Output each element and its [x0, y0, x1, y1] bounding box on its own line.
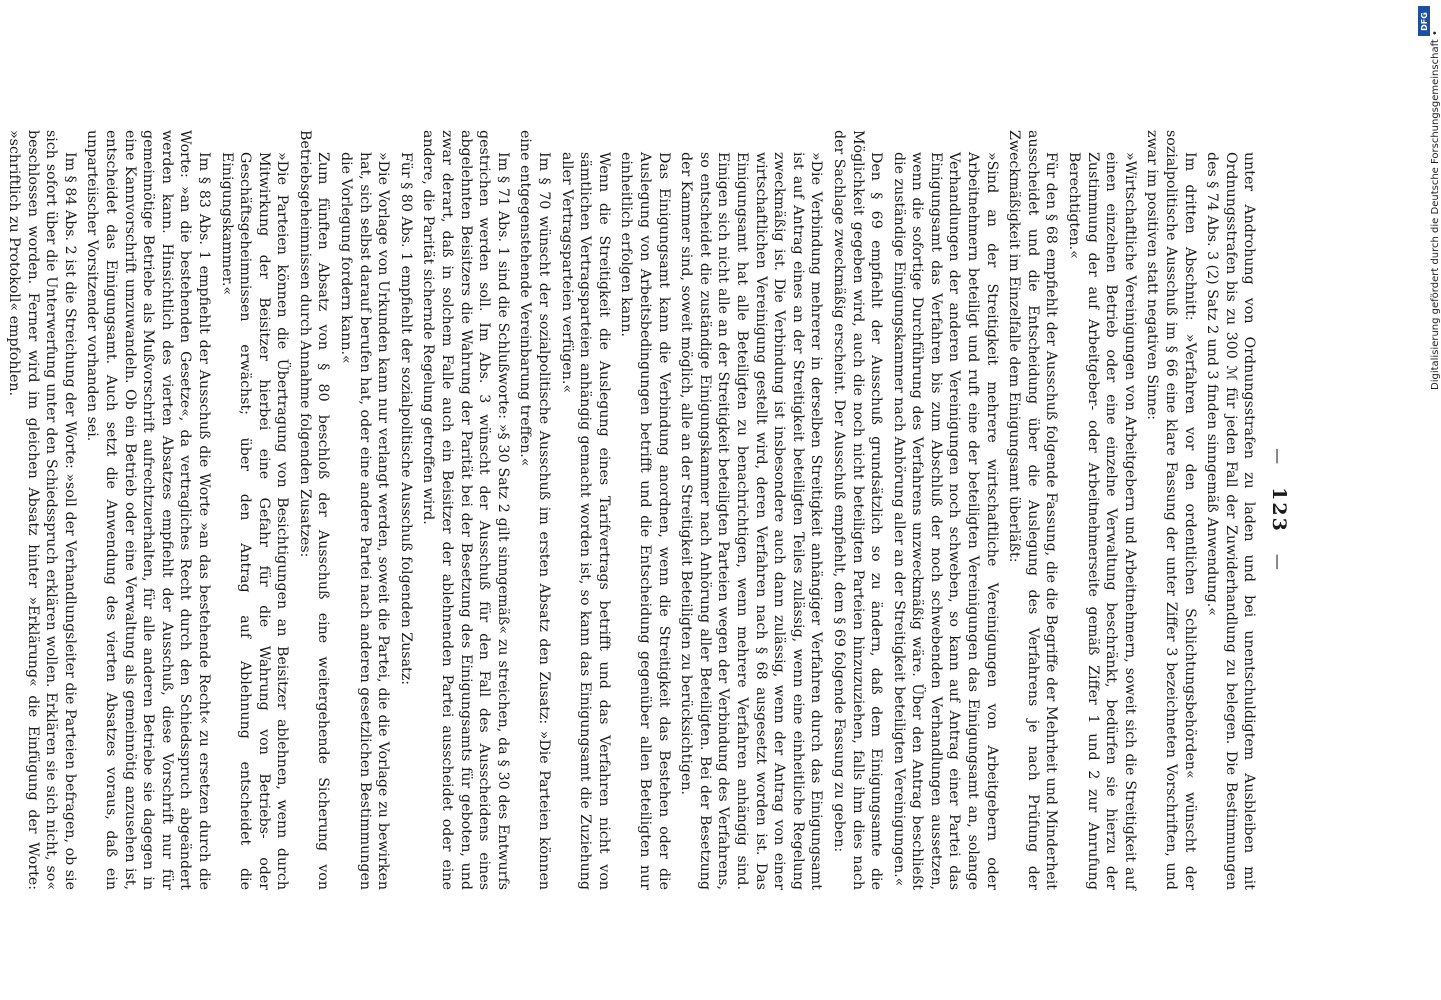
paragraph-12: Für § 80 Abs. 1 empfiehlt der sozialpolitische Ausschuß folgenden Zusatz:: [397, 152, 414, 686]
paragraph-17: Im § 84 Abs. 2 ist die Streichung der Worte: »soll der Verhandlungsleiter die Parteien befragen, ob sie sich sofort über die Unterwerfung unter den Schiedsspruch erklären wollen. Erklären sie sich nicht, so« beschlossen worden. Ferner wird im gleichen Absatz hinter »Erklärung« die Einfügung der Worte: »schriftlich zu Protokoll« empfohlen.: [6, 130, 78, 890]
paragraph-16: Im § 83 Abs. 1 empfiehlt der Ausschuß die Worte »an das bestehende Recht« zu ersetzen durch die Worte: »an die bestehenden Gesetze«, da vertragliches Recht durch den Schiedsspruch abgeändert werden kann. Hinsichtlich des vierten Absatzes empfiehlt der Ausschuß, diese Vorschrift nur für gemeinnötige Betriebe als Mußvorschrift aufrechtzuerhalten, für alle anderen Betriebe sie dagegen in eine Kannvorschrift umzuwandeln. Ob ein Betrieb oder eine Verwaltung als gemeinnötig anzusehen ist, entscheidet das Einigungsamt. Auch setzt die Anwendung des vierten Absatzes voraus, daß ein unparteiischer Vorsitzender vorhanden sei.: [84, 130, 212, 890]
header-dash-right: —: [1269, 553, 1288, 572]
page-number: 123: [1268, 487, 1290, 533]
paragraph-13: »Die Vorlage von Urkunden kann nur verlangt werden, soweit die Partei, die die Vorlage zu bewirken hat, sich selbst darauf berufen hat, oder eine andere Partei nach anderen gesetzlichen Bestimmungen die Vorlegung fordern kann.«: [338, 152, 392, 890]
paragraph-3: »Wirtschaftliche Vereinigungen von Arbeitgebern und Arbeitnehmern, soweit sich die Streitigkeit auf einen einzelnen Betrieb oder eine einzelne Verwaltung beschränkt, bedürfen sie hierzu der Zustimmung der auf Arbeitgeber- oder Arbeitnehmerseite gemäß Ziffer 1 und 2 zur Anrufung Berechtigten.«: [1066, 152, 1138, 890]
digitization-credit: [1416, 12, 1441, 992]
header-dash-left: —: [1269, 448, 1288, 467]
paragraph-14: Zum fünften Absatz von § 80 beschloß der Ausschuß eine weitergehende Sicherung von Betriebsgeheimnissen durch Annahme folgenden Zusatzes:: [296, 130, 332, 890]
credit-line: Digitalisierung gefördert durch die Deutsche Forschungsgemeinschaft •: [1430, 30, 1441, 390]
paragraph-4: Für den § 68 empfiehlt der Ausschuß folgende Fassung, die die Begriffe der Mehrheit und Minderheit ausscheidet und die Entscheidung über die Auslegung des Verfahrens je nach Prüfung der Zweckmäßigkeit im Einzelfalle dem Einigungsamt überläßt:: [1006, 130, 1060, 890]
paragraph-9: Wenn die Streitigkeit die Auslegung eines Tarifvertrags betrifft und das Verfahren nicht von sämtlichen Vertragsparteien anhängig gemacht worden ist, so kann das Einigungsamt die Zuziehung aller Vertragsparteien verfügen.«: [558, 152, 612, 890]
rotated-page-content: [6, 0, 1340, 1000]
paragraph-10: Im § 70 wünscht der sozialpolitische Ausschuß im ersten Absatz den Zusatz: »Die Parteien können eine entgegenstehende Vereinbarung treffen.«: [517, 130, 553, 890]
paragraph-5: »Sind an der Streitigkeit mehrere wirtschaftliche Vereinigungen von Arbeitgebern oder Arbeitnehmern beteiligt und ruft eine der beteiligten Vereinigungen das Einigungsamt an, solange Verhandlungen der anderen Vereinigungen noch schweben, so kann auf Antrag einer Partei das Einigungsamt das Verfahren bis zum Abschluß der noch schwebenden Verhandlungen aussetzen, wenn die sofortige Durchführung des Verfahrens unzweckmäßig wäre. Über den Antrag beschließt die zuständige Einigungskammer nach Anhörung aller an der Streitigkeit beteiligten Vereinigungen.«: [890, 152, 1000, 890]
paragraph-8: Das Einigungsamt kann die Verbindung anordnen, wenn die Streitigkeit das Bestehen oder die Auslegung von Arbeitsbedingungen betrifft und die Entscheidung gegenüber allen Beteiligten nur einheitlich erfolgen kann.: [618, 152, 672, 890]
dfg-logo-text: DFG: [1419, 11, 1429, 31]
paragraph-11: Im § 71 Abs. 1 sind die Schlußworte: »§ 30 Satz 2 gilt sinngemäß« zu streichen, da § 30 des Entwurfs gestrichen werden soll. Im Abs. 3 wünscht der Ausschuß für den Fall des Ausscheidens eines abgelehnten Beisitzers die Wahrung der Parität bei der Besetzung des Einigungsamts für geboten, und zwar derart, daß in solchem Falle auch ein Beisitzer der ablehnenden Partei ausscheidet oder eine andere, die Parität sichernde Regelung getroffen wird.: [420, 130, 511, 890]
paragraph-15: »Die Parteien können die Übertragung von Besichtigungen an Beisitzer ablehnen, wenn durch Mitwirkung der Beisitzer hierbei eine Gefahr für die Wahrung von Betriebs- oder Geschäftsgeheimnissen erwächst; über den Antrag auf Ablehnung entscheidet die Einigungskammer.«: [218, 152, 291, 890]
paragraph-7: »Die Verbindung mehrerer in derselben Streitigkeit anhängiger Verfahren durch das Einigungsamt ist auf Antrag eines an der Streitigkeit beteiligten Teiles zulässig, wenn eine einheitliche Regelung zweckmäßig ist. Die Verbindung ist insbesondere auch dann zulässig, wenn der Antrag von einer wirtschaftlichen Vereinigung gestellt wird, deren Verfahren nach § 68 ausgesetzt worden ist. Das Einigungsamt hat alle Beteiligten zu benachrichtigen, wenn mehrere Verfahren anhängig sind. Einigen sich nicht alle an der Streitigkeit beteiligten Parteien wegen der Verbindung des Verfahrens, so entscheidet die zuständige Einigungskammer nach Anhörung aller Beteiligten. Bei der Besetzung der Kammer sind, soweit möglich, alle an der Streitigkeit Beteiligten zu berücksichtigen.: [678, 152, 825, 890]
paragraph-6: Den § 69 empfiehlt der Ausschuß grundsätzlich so zu ändern, daß dem Einigungsamte die Möglichkeit gegeben wird, auch die noch nicht beteiligten Parteien hinzuzuziehen, falls ihm dies nach der Sachlage zweckmäßig erscheint. Der Ausschuß empfiehlt, dem § 69 folgende Fassung zu geben:: [830, 130, 885, 890]
page-header: [1268, 130, 1288, 890]
paragraph-2: Im dritten Abschnitt: »Verfahren vor den ordentlichen Schlichtungsbehörden« wünscht der sozialpolitische Ausschuß im § 66 eine klare Fassung der unter Ziffer 3 bezeichneten Vorschriften, und zwar im positiven statt negativen Sinne:: [1144, 130, 1198, 890]
paragraph-1: unter Androhung von Ordnungsstrafen zu laden und bei unentschuldigtem Ausbleiben mit Ordnungsstrafen bis zu 300 ℳ für jeden Fall der Zuwiderhandlung zu belegen. Die Bestimmungen des § 74 Abs. 3 (2) Satz 2 und 3 finden sinngemäß Anwendung.«: [1204, 152, 1258, 890]
